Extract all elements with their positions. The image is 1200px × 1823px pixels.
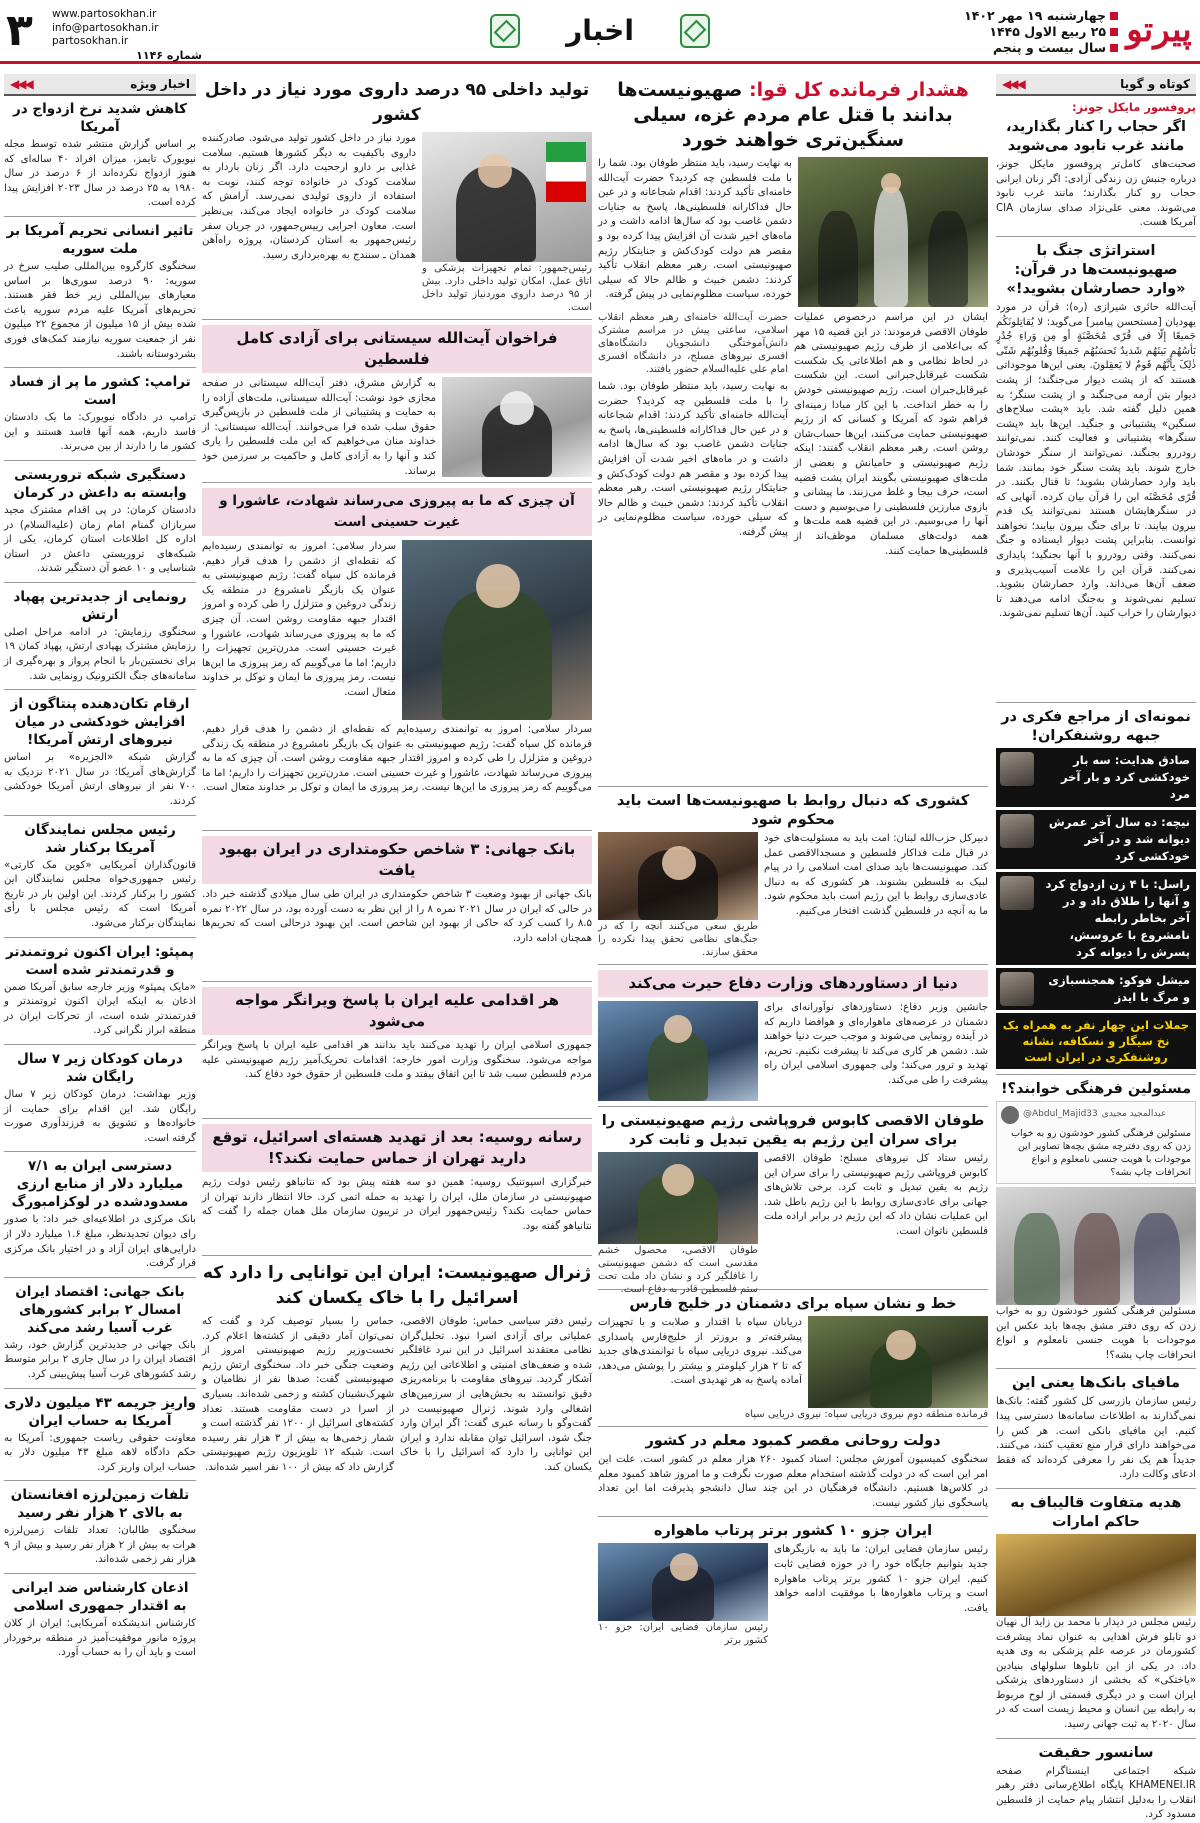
article-title[interactable]: تلفات زمین‌لرزه افغانستان به بالای ۲ هزار نفر رسید xyxy=(10,1487,190,1522)
sistani-image xyxy=(442,377,592,477)
ornament-icon xyxy=(490,14,520,48)
section-name: اخبار xyxy=(566,14,634,47)
article-title[interactable]: کشوری که دنبال روابط با صهیونیست‌ها است باید محکوم شود xyxy=(616,793,970,828)
image-caption: فرمانده منطقه دوم نیروی دریایی سپاه: نیروی دریایی سپاه xyxy=(744,1409,988,1420)
article-title[interactable]: مافیای بانک‌ها یعنی این xyxy=(1011,1375,1181,1392)
article-body: جمهوری اسلامی ایران را تهدید می‌کنند باید بدانند هر اقدامی علیه ایران با پاسخ ویرانگر مواجه می‌شود. سخنگوی وزارت امور خارجه: اقدامات تحریک‌آمیز رژیم صهیونیستی علیه مردم فلسطین سبب شد تا این اتفاق بیفتد و ملت فلسطین از حقوق خود دفاع کند. xyxy=(202,1040,592,1081)
article-body: مورد نیاز در داخل کشور تولید می‌شود. صادرکننده داروی باکیفیت به دیگر کشورها هستیم. سلامت غذایی بر دارو ارجحیت دارد. اگر زنان باردار به سلامت کودک در خانواده توجه کنند، نوبت به استفاده از داروی تولیدی نمی‌رسد. آرامش که سلامت کودک در خانواده ایجاد می‌کند، بی‌نظیر است. معاون اجرایی رییس‌جمهور، در جریان سفر رئیس‌جمهور به استان کردستان، پروژه راه‌آهن همدان ـ سنندج به بهره‌برداری رسید. xyxy=(202,133,416,261)
article-title[interactable]: مسئولین فرهنگی خوابند؟! xyxy=(1000,1080,1192,1097)
article-body: دادستان کرمان: در پی اقدام مشترک مجید سربازان گمنام امام زمان (علیه‌السلام) در اداره کل اطلاعات استان کرمان، یکی از شبکه‌های تروریستی داعش در استان شناسایی و ۱۰ عضو آن دستگیر شدند. xyxy=(4,504,196,575)
article-title[interactable]: اذعان کارشناس ضد ایرانی به اقتدار جمهوری اسلامی xyxy=(11,1580,189,1615)
quote-nietzsche: نیچه: ده سال آخر عمرش دیوانه شد و در آخر خودکشی کرد xyxy=(996,810,1196,869)
article-body: سخنگوی کمیسیون آموزش مجلس: اسناد کمبود ۲۶۰ هزار معلم در کشور است. علت این امر این است که در دولت گذشته استخدام معلم صورت نگرفت و ما امروز شاهد کمبود معلم در کلاس‌ها هستیم. دانشگاه فرهنگیان در این چند سال دانشجو پذیرفت اما این تعداد پاسخگوی نیاز کشور نیست. xyxy=(598,1454,988,1509)
arrows-icon: ◀◀◀ xyxy=(10,77,32,91)
section-title xyxy=(490,8,710,54)
article-body: جانشین وزیر دفاع: دستاوردهای نوآورانه‌ای برای دشمنان در عرصه‌های ماهواره‌ای و هوافضا داریم که در آینده رونمایی می‌شوند و موجب حیرت دنیا خواهند شد. دشمن هر کاری می‌کند تا پیشرفت نکنیم. تحریم، تهدید و ترور می‌کند؛ ولی جمهوری اسلامی ایران راه پیشرفت را طی می‌کند. xyxy=(764,1002,988,1086)
article-title[interactable]: رئیس مجلس نمایندگان آمریکا برکنار شد xyxy=(24,821,176,856)
image-caption: طوفان الاقصی، محصول خشم مقدسی است که دشمن صهیونیستی را غافلگیر کرد و نشان داد ملت تحت ستم فلسطین قادر به دفاع است. xyxy=(598,1245,758,1295)
article-title[interactable]: هدیه متفاوت قالیباف به حاکم امارات xyxy=(1010,1494,1182,1530)
quote-summary: جملات این چهار نفر به همراه یک نخ سیگار و نسکافه، نشانه روشنفکری در ایران است xyxy=(996,1013,1196,1069)
article-body: سردار سلامی: امروز به توانمندی رسیده‌ایم که نقطه‌ای از دشمن را هدف قرار دهیم. فرمانده کل سپاه گفت: رژیم صهیونیستی به عنوان یک بازیگر نامشروع در منطقه یک زندگی دروغین و متزلزل را طی کرده و امروز اقتدار جبهه مقاومت روشن است. آن چیزی که ما به پیروزی می‌رساند شهادت، عاشورا و غیرت حسینی است. مدرن‌ترین تجهیزات را داریم؛ اما ما می‌گوییم که رمز پیروزی ما این‌ها نیست. رمز پیروزی ما ایمان و توکل بر خداوند متعال است. xyxy=(202,541,396,698)
website-link[interactable]: www.partosokhan.ir xyxy=(52,8,157,20)
column-tag: کوتاه و گویا ◀◀◀ xyxy=(996,74,1196,96)
bullet-square-icon xyxy=(1110,12,1118,20)
defense-official-image xyxy=(598,1001,758,1101)
carpet-gift-image xyxy=(996,1534,1196,1616)
image-caption: حضرت آیت‌الله خامنه‌ای رهبر معظم انقلاب اسلامی، ساعتی پیش در مراسم مشترک دانش‌آموختگی دانشجویان دانشگاه‌های افسری نیروهای مسلح، در دانشگاه افسری امام علی علیه‌السلام حضور یافتند. xyxy=(598,312,788,375)
lead-title[interactable]: هشدار فرمانده کل قوا: صهیونیست‌ها بدانند با قتل عام مردم غزه، سیلی سنگین‌تری خواهند خورد xyxy=(617,79,969,151)
nasrallah-image xyxy=(598,832,758,920)
article-body: به نهایت رسید، باید منتظر طوفان بود. شما را با ملت فلسطین چه کردید؟ حضرت آیت‌الله خامنه‌ای تأکید کردند: اقدام شجاعانه و در عین حال فداکارانه فلسطینی‌ها، پاسخ به جنایات دشمن غاصب بود که سال‌ها ادامه داشت و در ماه‌های اخیر شدت آن افزایش پیدا کرده بود و مقصر هم دولت کودک‌کش و جنایتکار رژیم صهیونیستی است. رهبر معظم انقلاب تأکید کردند: دشمن خبیث و ظالم حالا که سیلی خورده، سیاست مظلوم‌نمایی در پیش گرفته. xyxy=(598,158,792,301)
notebook-image xyxy=(996,1187,1196,1305)
lead-article xyxy=(598,74,988,157)
quote-hedayat: صادق هدایت: سه بار خودکشی کرد و بار آخر مرد xyxy=(996,748,1196,807)
column-main-news xyxy=(598,74,988,1734)
article-body: آیت‌الله حائری شیرازی (ره): قرآن در مورد یهودیان [مستحسن پیامبر] می‌گوید: لا یُقاتِلونَکُم جَمیعًا إلّا فی قُرًی مُحَصَّنَةٍ أو مِن وَراءِ جُدُرٍ بَأسُهُم بَینَهُم شَدیدٌ تَحسَبُهُم جَمیعًا وَقُلوبُهُم شَتّی ذٰلِکَ بِأَنَّهُم قَومٌ لا یَعقِلونَ. یعنی این‌ها موجوداتی هستند که از پشت دیوار می‌جنگند؛ از پشت دیوار بتن آرمه می‌جنگند و از پشت سنگر؛ به همین دلیل گفته شد. باید «پشت سلاح‌های سنگین» پشتیبانی و جنگید. این‌ها باید «پشت سنگرها» پشتیبانی و فعالیت کنند. نمی‌توانند رودررو بجنگند. نمی‌توانند از سنگر خودشان خارج شوند. باید پشت سنگر خود بمانند. شما باید وارد حصارشان بشوید؛ تا قتال بکنند. در قُرًی مُحَصَّنَه این را قرآن بیان کرده. آنهایی که در سنگرهایشان هستند نمی‌توانند یک قدم بیرون بیایند. تا برای جنگ بیرون بیایند؛ نخواهند توانست. بنابراین پشت دیوار ایستاده و جنگ نمی‌کنند. وقتی رودررو با آنها بجنگید؛ پایداری نمی‌کنند. قرآن این را علامت آسیب‌پذیری و ضعف آن‌ها می‌داند. وارد حصارشان بشوید. تسلیم نمی‌شوند و به‌جنگ ادامه می‌دهند تا دیوارشان را خراب کنید. آن‌ها تسلیم نمی‌شوند. xyxy=(996,301,1196,620)
salami-image xyxy=(402,540,592,720)
article-title[interactable]: تولید داخلی ۹۵ درصد داروی مورد نیاز در داخل کشور xyxy=(204,80,590,125)
tweet-author: عبدالمجید مجیدی xyxy=(1101,1109,1167,1120)
tweet-text: مسئولین فرهنگی کشور خودشون رو به خواب زدن که روی دفترچه مشق بچه‌ها تصاویر این موجودات با هویت جنسی نامعلوم و انواع انحرافات چاپ بشه؟ xyxy=(1011,1127,1191,1178)
article-body: رئیس ستاد کل نیروهای مسلح: طوفان الاقصی کابوس فروپاشی رژیم صهیونیستی را برای سران این رژیم به یقین تبدیل و ثابت کرد. برخی تلاش‌های جهانی برای عادی‌سازی روابط با این رژیم باطل شد. این عملیات نشان داد که این رژیم در برابر اراده ملت فلسطین ناتوان است. xyxy=(764,1153,988,1237)
image-caption: طریق سعی می‌کنند آنچه را که در جنگ‌های نظامی تحقق پیدا نکرده را محقق سازند. xyxy=(598,921,758,958)
article-body: مسئولین فرهنگی کشور خودشون رو به خواب زدن که روی دفتر مشق بچه‌ها باید عکس این موجودات با هویت جنسی نامعلوم و انواع انحرافات چاپ بشه؟! xyxy=(996,1305,1196,1361)
contact-info xyxy=(52,8,202,62)
article-body: بانک جهانی از بهبود وضعیت ۳ شاخص حکومتداری در ایران طی سال میلادی گذشته خبر داد. در حالی که ایران در سال ۲۰۲۱ نمره ۸ را از این نظر به دست آورده بود، در سال ۲۰۲۲ نمره ۸.۵ را کسب کرد که حاکی از بهبود این شاخص است. این بهبود درحالی است که تحریم‌ها همچنان ادامه دارد. xyxy=(202,889,593,944)
article-title[interactable]: ارقام تکان‌دهنده پنتاگون از افزایش خودکشی در میان نیروهای ارتش آمریکا! xyxy=(10,696,190,749)
date-hijri: ۲۵ ربیع الاول ۱۴۴۵ xyxy=(928,24,1118,40)
article-title[interactable]: ژنرال صهیونیست: ایران این توانایی را دارد که اسرائیل را با خاک یکسان کند xyxy=(202,1263,592,1308)
column-tag: اخبار ویژه ◀◀◀ xyxy=(4,74,196,96)
article-body: رئیس سازمان فضایی ایران: ما باید به بازیگرهای جدید بتوانیم جایگاه خود را در حوزه فضایی ثابت کنیم. ایران جزو ۱۰ کشور برتر پرتاب ماهواره است و پرتاب ماهواره‌ها با موفقیت ادامه خواهد یافت. xyxy=(774,1544,988,1614)
quote-russell: راسل: با ۴ زن ازدواج کرد و آنها را طلاق داد و در آخر بخاطر رابطه نامشروع با عروسش، پسرش را دیوانه کرد xyxy=(996,872,1196,965)
article-body: گزارش شبکه «الجزیره» بر اساس گزارش‌های آمریکا: در سال ۲۰۲۱ نزدیک به ۷۰۰ نفر از نیروهای ارتش آمریکا خودکشی کردند. xyxy=(4,752,196,808)
article-title[interactable]: بانک جهانی: ۳ شاخص حکومتداری در ایران بهبود یافت xyxy=(202,836,592,884)
article-body: دریابان سپاه با اقتدار و صلابت و با تجهیزات پیشرفته‌تر و بروزتر از خلیج‌فارس پاسداری می‌کند. نیروی دریایی سپاه با توانمندی‌های جدید که تا ۲ هزار کیلومتر و بیشتر را پوشش می‌دهد، آماده پاسخ به هر تهدیدی است. xyxy=(598,1317,802,1387)
leader-ceremony-image xyxy=(798,157,988,307)
article-body: وزیر بهداشت: درمان کودکان زیر ۷ سال رایگان شد. این اقدام برای حمایت از خانواده‌ها و تشویق به فرزندآوری صورت گرفته است. xyxy=(4,1088,196,1144)
article-body: سخنگوی کارگروه بین‌المللی صلیب سرخ در سوریه: ۹۰ درصد سوری‌ها بر اساس معیارهای بین‌المللی زیر خط فقر هستند. تحریم‌های آمریکا علیه مردم سوریه باعث شده بیش از ۱۵ میلیون از مجموع ۲۲ میلیون نفر از جمعیت سوریه نیازمند کمک‌های فوری بشردوستانه باشند. xyxy=(4,260,196,360)
article-body: ترامپ در دادگاه نیویورک: ما یک دادستان فاسد داریم، همه آنها فاسد هستند و این کشور ما را دارند از بین می‌برند. xyxy=(4,412,196,453)
arrows-icon: ◀◀◀ xyxy=(1002,77,1024,91)
article-body: به نهایت رسید، باید منتظر طوفان بود. شما را با ملت فلسطین چه کردید؟ حضرت آیت‌الله خامنه‌ای تأکید کردند: اقدام شجاعانه و در عین حال فداکارانه فلسطینی‌ها، پاسخ به جنایات دشمن غاصب بود که سال‌ها ادامه داشت و در ماه‌های اخیر شدت آن افزایش پیدا کرده بود و مقصر هم دولت کودک‌کش و جنایتکار رژیم صهیونیستی است. رهبر معظم انقلاب تأکید کردند: دشمن خبیث و ظالم حالا که سیلی خورده، سیاست مظلوم‌نمایی در پیش گرفته. xyxy=(598,381,788,538)
article-body: شبکه اجتماعی اینستاگرام صفحه KHAMENEI.IR پایگاه اطلاع‌رسانی دفتر رهبر انقلاب را به‌دلیل انتشار پیام حمایت از فلسطین مسدود کرد. xyxy=(996,1765,1196,1821)
email-link[interactable]: info@partosokhan.ir xyxy=(52,21,159,34)
social-link[interactable]: partosokhan.ir xyxy=(52,35,129,47)
article-title[interactable]: بانک جهانی: اقتصاد ایران امسال ۲ برابر کشورهای غرب آسیا رشد می‌کند xyxy=(15,1283,185,1336)
article-body: بانک مرکزی در اطلاعیه‌ای خبر داد: با صدور رای دیوان تجدیدنظر، مبلغ ۱.۶ میلیارد دلار از دارایی‌های ایران آزاد و در اختیار بانک مرکزی قرار گرفت. xyxy=(4,1214,196,1270)
bullet-square-icon xyxy=(1110,28,1118,36)
article-title[interactable]: پمپئو: ایران اکنون ثروتمندتر و قدرتمندتر شده است xyxy=(5,943,195,978)
article-title[interactable]: تاثیر انسانی تحریم آمریکا بر ملت سوریه xyxy=(6,222,194,257)
article-body: خبرگزاری اسپوتنیک روسیه: همین دو سه هفته پیش بود که نتانیاهو رئیس دولت رژیم صهیونیستی در سازمان ملل، ایران را تهدید به حمله اتمی کرد. حالا انتظار دارند تهران از حماس حمایت نکند؟ رئیس‌جمهور ایران در تریبون سازمان ملل همان جمله را گفت که نتانیاهو گفته بود. xyxy=(202,1177,592,1232)
article-body: کارشناس اندیشکده آمریکایی: ایران از کلان پروژه مانور موفقیت‌آمیز در منطقه برخوردار است و باید آن را به حساب آورد. xyxy=(4,1618,196,1659)
article-body: بانک جهانی در جدیدترین گزارش خود، رشد اقتصاد ایران را در سال جاری ۲ برابر متوسط رشد کشورهای غرب آسیا پیش‌بینی کرد. xyxy=(4,1339,196,1380)
issue-number: شماره ۱۱۴۶ xyxy=(136,48,202,62)
article-body: دبیرکل حزب‌الله لبنان: امت باید به مسئولیت‌های خود در قبال ملت فداکار فلسطین و مسجدالاقصی عمل کند. صهیونیست‌ها باید صدای امت اسلامی را در پیام لبیک به فلسطین بشنوند. هر کشوری که به دنبال عادی‌سازی روابط با این رژیم است باید محکوم شود. ما به آنچه در فلسطین گذشت افتخار می‌کنیم. xyxy=(764,833,988,917)
article-title[interactable]: سانسور حقیقت xyxy=(1038,1744,1154,1761)
article-title[interactable]: رسانه روسیه: بعد از تهدید هسته‌ای اسرائیل، توقع دارید تهران از حماس حمایت نکند؟! xyxy=(202,1124,592,1172)
article-body: به گزارش مشرق، دفتر آیت‌الله سیستانی در صفحه مجازی خود نوشت: آیت‌الله سیستانی، ملت‌های آزاده را به حمایت و پشتیبانی از ملت فلسطین در بازپس‌گیری حقوق سلب شده فرا می‌خوانند. آیت‌الله سیستانی: از خداوند منان می‌خواهیم که این ملت فلسطین را یاری کند و آنها را به آزادی کامل و حاکمیت بر سرزمین خود برساند. xyxy=(202,378,436,477)
article-body: بر اساس گزارش منتشر شده توسط مجله نیویورک تایمز، میزان افراد ۴۰ ساله‌ای که هنوز ازدواج نکرده‌اند از ۶ درصد در سال ۱۹۸۰ به ۲۵ درصد در سال ۲۰۲۳ افزایش پیدا کرده است. xyxy=(4,139,197,209)
portrait-image xyxy=(1000,752,1034,786)
article-body: سخنگوی طالبان: تعداد تلفات زمین‌لرزه هرات به بیش از ۲ هزار نفر رسید و بیش از ۹ هزار نفر زخمی شده‌اند. xyxy=(4,1525,197,1566)
article-title[interactable]: دنیا از دستاوردهای وزارت دفاع حیرت می‌کند xyxy=(598,970,988,997)
navy-commander-image xyxy=(808,1316,988,1408)
article-body: معاونت حقوقی ریاست جمهوری: آمریکا به حکم دادگاه لاهه مبلغ ۴۳ میلیون دلار به حساب ایران واریز کرد. xyxy=(4,1432,196,1473)
article-body: «مایک پمپئو» وزیر خارجه سابق آمریکا ضمن اذعان به اینکه ایران اکنون ثروتمندتر و قدرتمندتر شده است، از تحرکات ایران در منطقه ابراز نگرانی کرد. xyxy=(4,981,196,1037)
masthead xyxy=(0,0,1200,64)
article-kicker: پروفسور مایکل جونز: xyxy=(1072,100,1196,114)
article-title[interactable]: هر اقدامی علیه ایران با پاسخ ویرانگر مواجه می‌شود xyxy=(202,987,592,1035)
article-title[interactable]: دستگیری شبکه تروریستی وابسته به داعش در کرمان xyxy=(13,466,187,501)
article-title[interactable]: ایران جزو ۱۰ کشور برتر پرتاب ماهواره xyxy=(653,1523,933,1540)
chief-of-staff-image xyxy=(598,1152,758,1244)
article-title[interactable]: درمان کودکان زیر ۷ سال رایگان شد xyxy=(17,1050,183,1085)
tweet-handle: @Abdul_Majid33 xyxy=(1023,1109,1098,1120)
article-title[interactable]: کاهش شدید نرخ ازدواج در آمریکا xyxy=(12,101,188,135)
column-national-news xyxy=(202,74,592,1734)
newspaper-logo[interactable] xyxy=(1126,6,1192,58)
column-short-news xyxy=(996,74,1196,1821)
article-body: رئیس دفتر سیاسی حماس: طوفان الاقصی، عملیاتی برای آزادی اسرا نبود. تحلیل‌گران نظامی معتقدند اسرائیل در این نبرد غافلگیر شده و ضعف‌های امنیتی و اطلاعاتی این رژیم آشکار گردید. نیروهای مقاومت با برنامه‌ریزی دقیق توانستند به بخش‌هایی از سرزمین‌های اشغالی وارد شوند. ژنرال صهیونیست در گفت‌وگو با رسانه عبری گفت: اگر ایران وارد جنگ شود، اسرائیل توان مقابله ندارد و ایران این توانایی را دارد که اسرائیل را با خاک یکسان کند. xyxy=(400,1316,592,1473)
portrait-image xyxy=(1000,814,1034,848)
bullet-square-icon xyxy=(1110,44,1118,52)
article-title[interactable]: واریز جریمه ۴۳ میلیون دلاری آمریکا به حساب ایران xyxy=(4,1394,196,1429)
article-title[interactable]: نمونه‌ای از مراجع فکری در جبهه روشنفکران! xyxy=(1001,708,1191,744)
column-special-news xyxy=(4,74,196,1734)
portrait-image xyxy=(1000,972,1034,1006)
article-body: ایشان در این مراسم درخصوص عملیات طوفان الاقصی فرمودند: در این قضیه ۱۵ مهر که بی‌اعلامی از طرف رژیم صهیونیستی هم در لحاظ نظامی و هم اطلاعاتی یک شکست شکست غیرقابل‌جبرانی است. این شکست غیرقابل‌جبران است. رژیم صهیونیستی خودش را به خطر انداخت. با این کار مبادا زمینه‌ای فراهم شود که آمریکا و کسانی که از رژیم صهیونیستی حمایت می‌کنند، این‌ها حساب‌شان روشن است. رهبر معظم انقلاب گفتند: اینکه رژیم صهیونیستی و حامیانش و بعضی از ملت‌های صهیونیستی بگویند ایران پشت قضیه است، حرف بیجا و غلط می‌زنند. ما پیشانی و بازوی مبارزین فلسطینی را می‌بوسیم و دست آنها را می‌بوسیم. در این قضیه همه ملت‌ها و همه دولت‌های مسلمان موظف‌اند از فلسطینی‌ها حمایت کنند. xyxy=(794,312,989,557)
quote-foucault: میشل فوکو: همجنسبازی و مرگ با ایدز xyxy=(996,968,1196,1010)
president-image xyxy=(422,132,592,262)
article-title[interactable]: اگر حجاب را کنار بگذارید، مانند غرب نابود می‌شوید xyxy=(1006,119,1186,154)
image-caption: رئیس سازمان فضایی ایران: جزو ۱۰ کشور برتر xyxy=(598,1622,768,1647)
article-title[interactable]: دسترسی ایران به ۷/۱ میلیارد دلار از منابع ارزی مسدودشده در لوکزامبورگ xyxy=(11,1158,189,1211)
article-body: صحبت‌های کامل‌تر پروفسور مایکل جونز، درباره جنبش زن زندگی آزادی: اگر زنان ایرانی حجاب رو کنار بگذارند؛ مانند غرب نابود می‌شوند. معنی علی‌نژاد صدای سازمان CIA آمریکا هست. xyxy=(996,159,1196,229)
article-title[interactable]: فراخوان آیت‌الله سیستانی برای آزادی کامل فلسطین xyxy=(202,325,592,373)
page-number: ۳ xyxy=(6,5,33,56)
article-body: رئیس مجلس در دیدار با محمد بن زاید آل نهیان دو تابلو فرش اهدایی به عنوان نماد پیشرفت کشورمان در عرصه علم پزشکی به وی هدیه داد. در یکی از این تابلوها سلولهای بنیادین «یاختکی» که بخشی از دستاوردهای پزشکی ایران است و در دیگری قسمتی از لوح مربوط به رابطه بین انسان و محیط زیست است که در سال ۲۰۲۰ به ثبت جهانی رسید. xyxy=(996,1616,1196,1731)
article-title[interactable]: رونمایی از جدیدترین پهپاد ارتش xyxy=(13,588,187,623)
logo-text: پیرتو xyxy=(1126,10,1192,50)
article-body: سردار سلامی: امروز به توانمندی رسیده‌ایم که نقطه‌ای از دشمن را هدف قرار دهیم. فرمانده کل سپاه گفت: رژیم صهیونیستی به عنوان یک بازیگر نامشروع در منطقه یک زندگی دروغین و متزلزل را طی کرده و امروز اقتدار جبهه مقاومت روشن است. آن چیزی که ما به پیروزی می‌رساند شهادت، عاشورا و غیرت حسینی است. مدرن‌ترین تجهیزات را داریم؛ اما ما می‌گوییم که رمز پیروزی ما این‌ها نیست. رمز پیروزی ما ایمان و توکل بر خداوند متعال است. xyxy=(202,724,592,794)
article-title[interactable]: آن چیزی که ما به پیروزی می‌رساند شهادت، عاشورا و غیرت حسینی است xyxy=(202,488,592,536)
article-body: رئیس سازمان بازرسی کل کشور گفته: بانک‌ها نمی‌گذارند به اطلاعات سامانه‌ها دسترسی پیدا کنیم. این مافیای بانکی است. هر کس را می‌خواهند دارای قرار منع تعقیب کنند، می‌کنند. جدیداً هم یک نفر را معرفی کرده‌اند که فقط ادعای وکالت دارد. xyxy=(996,1396,1196,1481)
image-caption: رئیس‌جمهور: تمام تجهیزات پزشکی و اتاق عمل، امکان تولید داخلی دارد. بیش از ۹۵ درصد داروی موردنیاز تولید داخل است. xyxy=(422,263,592,313)
article-body: حماس را بسیار توصیف کرد و گفت که نمی‌توان آمار دقیقی از کشته‌ها اعلام کرد. نخست‌وزیر رژیم صهیونیستی امروز از وضعیت جنگی خبر داد. سخنگوی ارتش رژیم صهیونیستی گفت: صدها نفر از نظامیان و شهرک‌نشینان کشته و زخمی شده‌اند. بسیاری از اسرا در دست مقاومت هستند. تعداد کشته‌های اسرائیل از ۱۲۰۰ نفر گذشته است و شمار زخمی‌ها به بیش از ۳ هزار نفر رسیده است. شبکه ۱۲ تلویزیون رژیم صهیونیستی گزارش داد که بیش از ۱۰۰ نفر اسیر شده‌اند. xyxy=(202,1316,394,1473)
space-agency-image xyxy=(598,1543,768,1621)
tweet-card[interactable] xyxy=(996,1101,1196,1184)
ornament-icon xyxy=(680,14,710,48)
article-title[interactable]: استراتژی جنگ با صهیونیست‌ها در قرآن: «وارد حصارشان بشوید!» xyxy=(1006,242,1186,297)
date-shamsi: چهارشنبه ۱۹ مهر ۱۴۰۲ xyxy=(928,8,1118,24)
avatar xyxy=(1001,1106,1019,1124)
date-block xyxy=(928,8,1118,56)
publication-year: سال بیست و پنجم xyxy=(928,40,1118,56)
portrait-image xyxy=(1000,876,1034,910)
article-title[interactable]: ترامپ: کشور ما پر از فساد است xyxy=(9,374,191,409)
article-body: قانون‌گذاران آمریکایی «کوین مک کارتی» رئیس جمهوری‌خواه مجلس نمایندگان این کشور را برکنار کردند. این اولین بار در تاریخ آمریکا است که رئیس مجلس با رأی نمایندگان برکنار می‌شود. xyxy=(4,859,196,929)
article-title[interactable]: طوفان الاقصی کابوس فروپاشی رژیم صهیونیستی را برای سران این رژیم به یقین تبدیل و ثابت کرد xyxy=(601,1113,985,1148)
article-body: سخنگوی رزمایش: در ادامه مراحل اصلی رزمایش مشترک پهپادی ارتش، پهپاد کمان ۱۹ برای نخستین‌بار با انجام پرواز و بهره‌گیری از سامانه‌های جنگ الکترونیک رونمایی شد. xyxy=(4,626,196,682)
article-title[interactable]: دولت روحانی مقصر کمبود معلم در کشور xyxy=(645,1433,941,1449)
article-title[interactable]: خط و نشان سپاه برای دشمنان در خلیج فارس xyxy=(629,1296,957,1312)
